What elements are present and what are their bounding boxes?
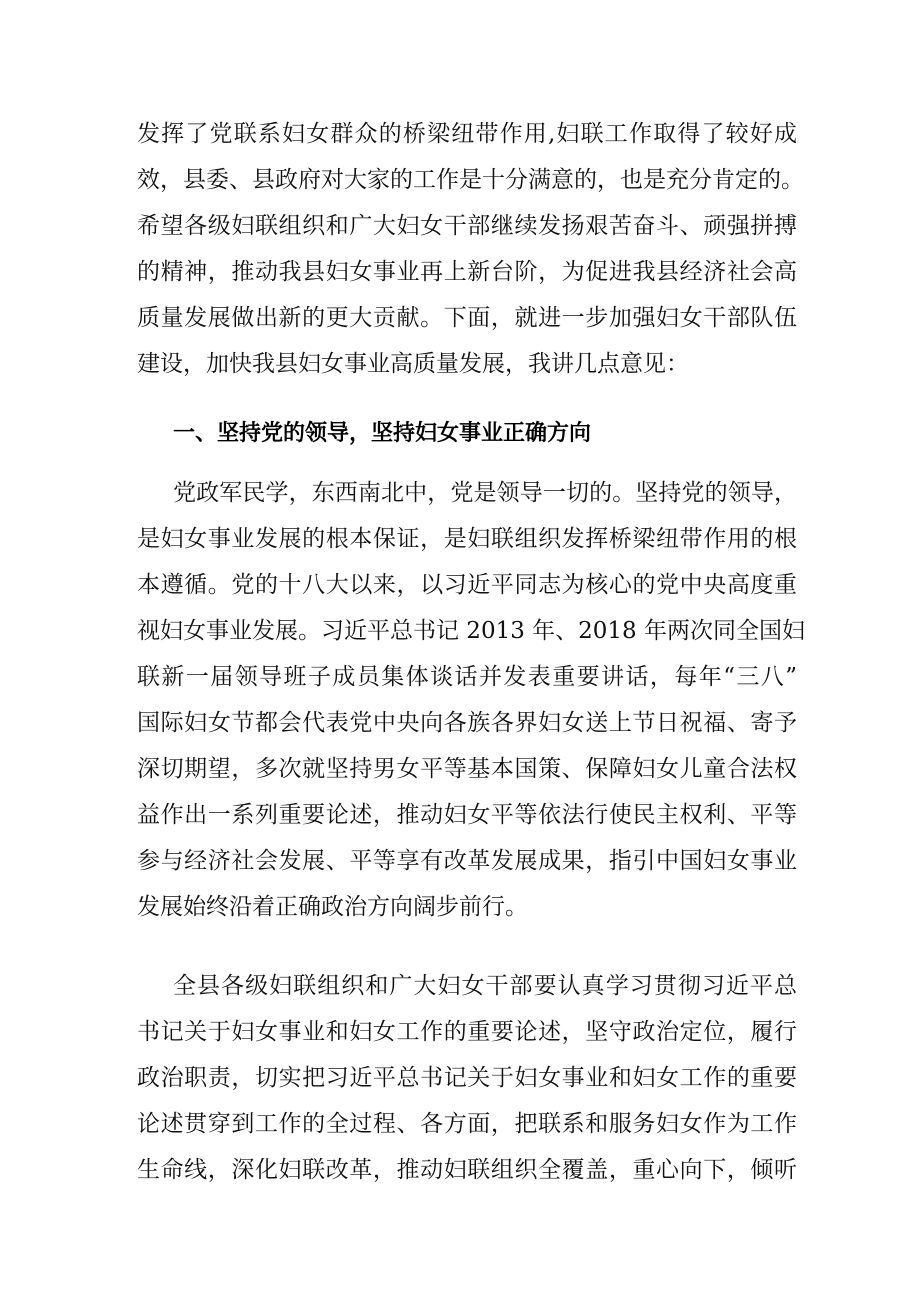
text-line: 参与经济社会发展、平等享有改革发展成果，指引中国妇女事业 bbox=[137, 848, 797, 874]
text-line: 益作出一系列重要论述，推动妇女平等依法行使民主权利、平等 bbox=[137, 802, 797, 828]
text-line: 建设，加快我县妇女事业高质量发展，我讲几点意见： bbox=[137, 351, 689, 377]
text-line: 发挥了党联系妇女群众的桥梁纽带作用,妇联工作取得了较好成 bbox=[137, 121, 797, 147]
text-line: 是妇女事业发展的根本保证，是妇联组织发挥桥梁纽带作用的根 bbox=[137, 526, 797, 552]
text-line: 生命线，深化妇联改革，推动妇联组织全覆盖，重心向下，倾听 bbox=[137, 1157, 797, 1183]
text-line: 视妇女事业发展。习近平总书记 2013 年、2018 年两次同全国妇 bbox=[137, 618, 805, 644]
text-line: 深切期望，多次就坚持男女平等基本国策、保障妇女儿童合法权 bbox=[137, 756, 797, 782]
text-line: 党政军民学，东西南北中，党是领导一切的。坚持党的领导， bbox=[173, 480, 797, 506]
text-line: 国际妇女节都会代表党中央向各族各界妇女送上节日祝福、寄予 bbox=[137, 710, 797, 736]
text-line: 发展始终沿着正确政治方向阔步前行。 bbox=[137, 894, 528, 920]
text-line: 书记关于妇女事业和妇女工作的重要论述，坚守政治定位，履行 bbox=[137, 1019, 797, 1045]
text-line: 希望各级妇联组织和广大妇女干部继续发扬艰苦奋斗、顽强拼搏 bbox=[137, 213, 797, 239]
text-line: 全县各级妇联组织和广大妇女干部要认真学习贯彻习近平总 bbox=[173, 973, 797, 999]
text-line: 效，县委、县政府对大家的工作是十分满意的，也是充分肯定的。 bbox=[137, 167, 804, 193]
text-line: 的精神，推动我县妇女事业再上新台阶，为促进我县经济社会高 bbox=[137, 259, 797, 285]
text-line: 政治职责，切实把习近平总书记关于妇女事业和妇女工作的重要 bbox=[137, 1065, 797, 1091]
text-line: 论述贯穿到工作的全过程、各方面，把联系和服务妇女作为工作 bbox=[137, 1111, 797, 1137]
text-line: 质量发展做出新的更大贡献。下面，就进一步加强妇女干部队伍 bbox=[137, 305, 797, 331]
text-line: 本遵循。党的十八大以来，以习近平同志为核心的党中央高度重 bbox=[137, 572, 797, 598]
section-heading: 一、坚持党的领导，坚持妇女事业正确方向 bbox=[173, 421, 592, 446]
text-line: 联新一届领导班子成员集体谈话并发表重要讲话，每年“三八” bbox=[137, 664, 797, 690]
